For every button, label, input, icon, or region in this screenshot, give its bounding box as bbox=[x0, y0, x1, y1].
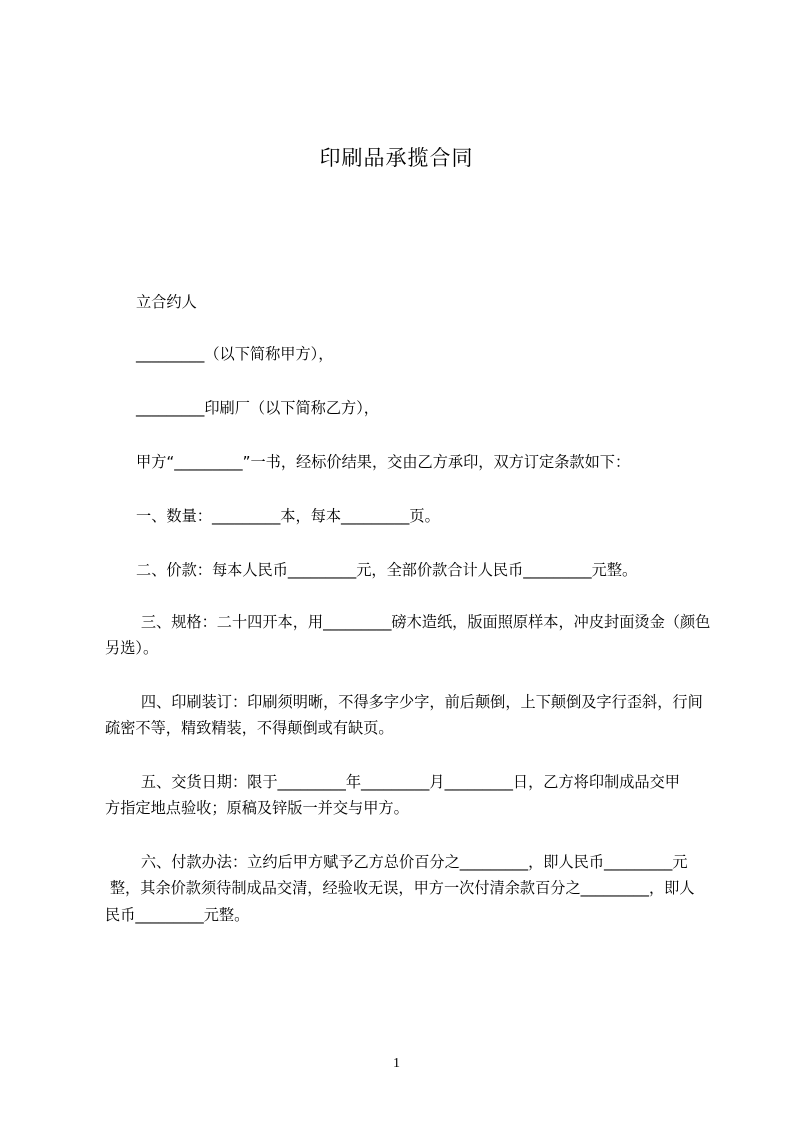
clause-price: 二、价款：每本人民币_________元，全部价款合计人民币_________元整。 bbox=[136, 561, 638, 579]
document-title: 印刷品承揽合同 bbox=[319, 146, 474, 170]
clause-delivery-line-1: 五、交货日期：限于_________年_________月_________日，乙方将印制成品交甲 bbox=[136, 773, 680, 791]
clause-payment-line-1: 六、付款办法：立约后甲方赋予乙方总价百分之_________，即人民币_________元 bbox=[136, 853, 688, 871]
clause-payment-line-2: 整，其余价款须待制成品交清，经验收无误，甲方一次付清余款百分之_________，即人 bbox=[105, 879, 695, 897]
clause-spec-line-1: 三、规格：二十四开本，用_________磅木造纸，版面照原样本，冲皮封面烫金（颜色 bbox=[136, 613, 711, 631]
party-heading: 立合约人 bbox=[136, 293, 197, 311]
clause-binding-line-2: 疏密不等，精致精装，不得颠倒或有缺页。 bbox=[105, 719, 394, 737]
page-number: 1 bbox=[393, 1056, 400, 1071]
clause-quantity: 一、数量：_________本，每本_________页。 bbox=[136, 507, 440, 525]
party-a-line: _________（以下简称甲方）， bbox=[136, 345, 334, 363]
clause-payment-line-3: 民币_________元整。 bbox=[105, 906, 250, 924]
clause-delivery-line-2: 方指定地点验收；原稿及锌版一并交与甲方。 bbox=[105, 799, 409, 817]
clause-spec-line-2: 另选）。 bbox=[105, 639, 159, 657]
clause-binding-line-1: 四、印刷装订：印刷须明晰，不得多字少字，前后颠倒，上下颠倒及字行歪斜，行间 bbox=[136, 693, 703, 711]
party-b-line: _________印刷厂（以下简称乙方）， bbox=[136, 399, 379, 417]
intro-clause: 甲方“_________”一书，经标价结果，交由乙方承印，双方订定条款如下： bbox=[136, 453, 631, 471]
